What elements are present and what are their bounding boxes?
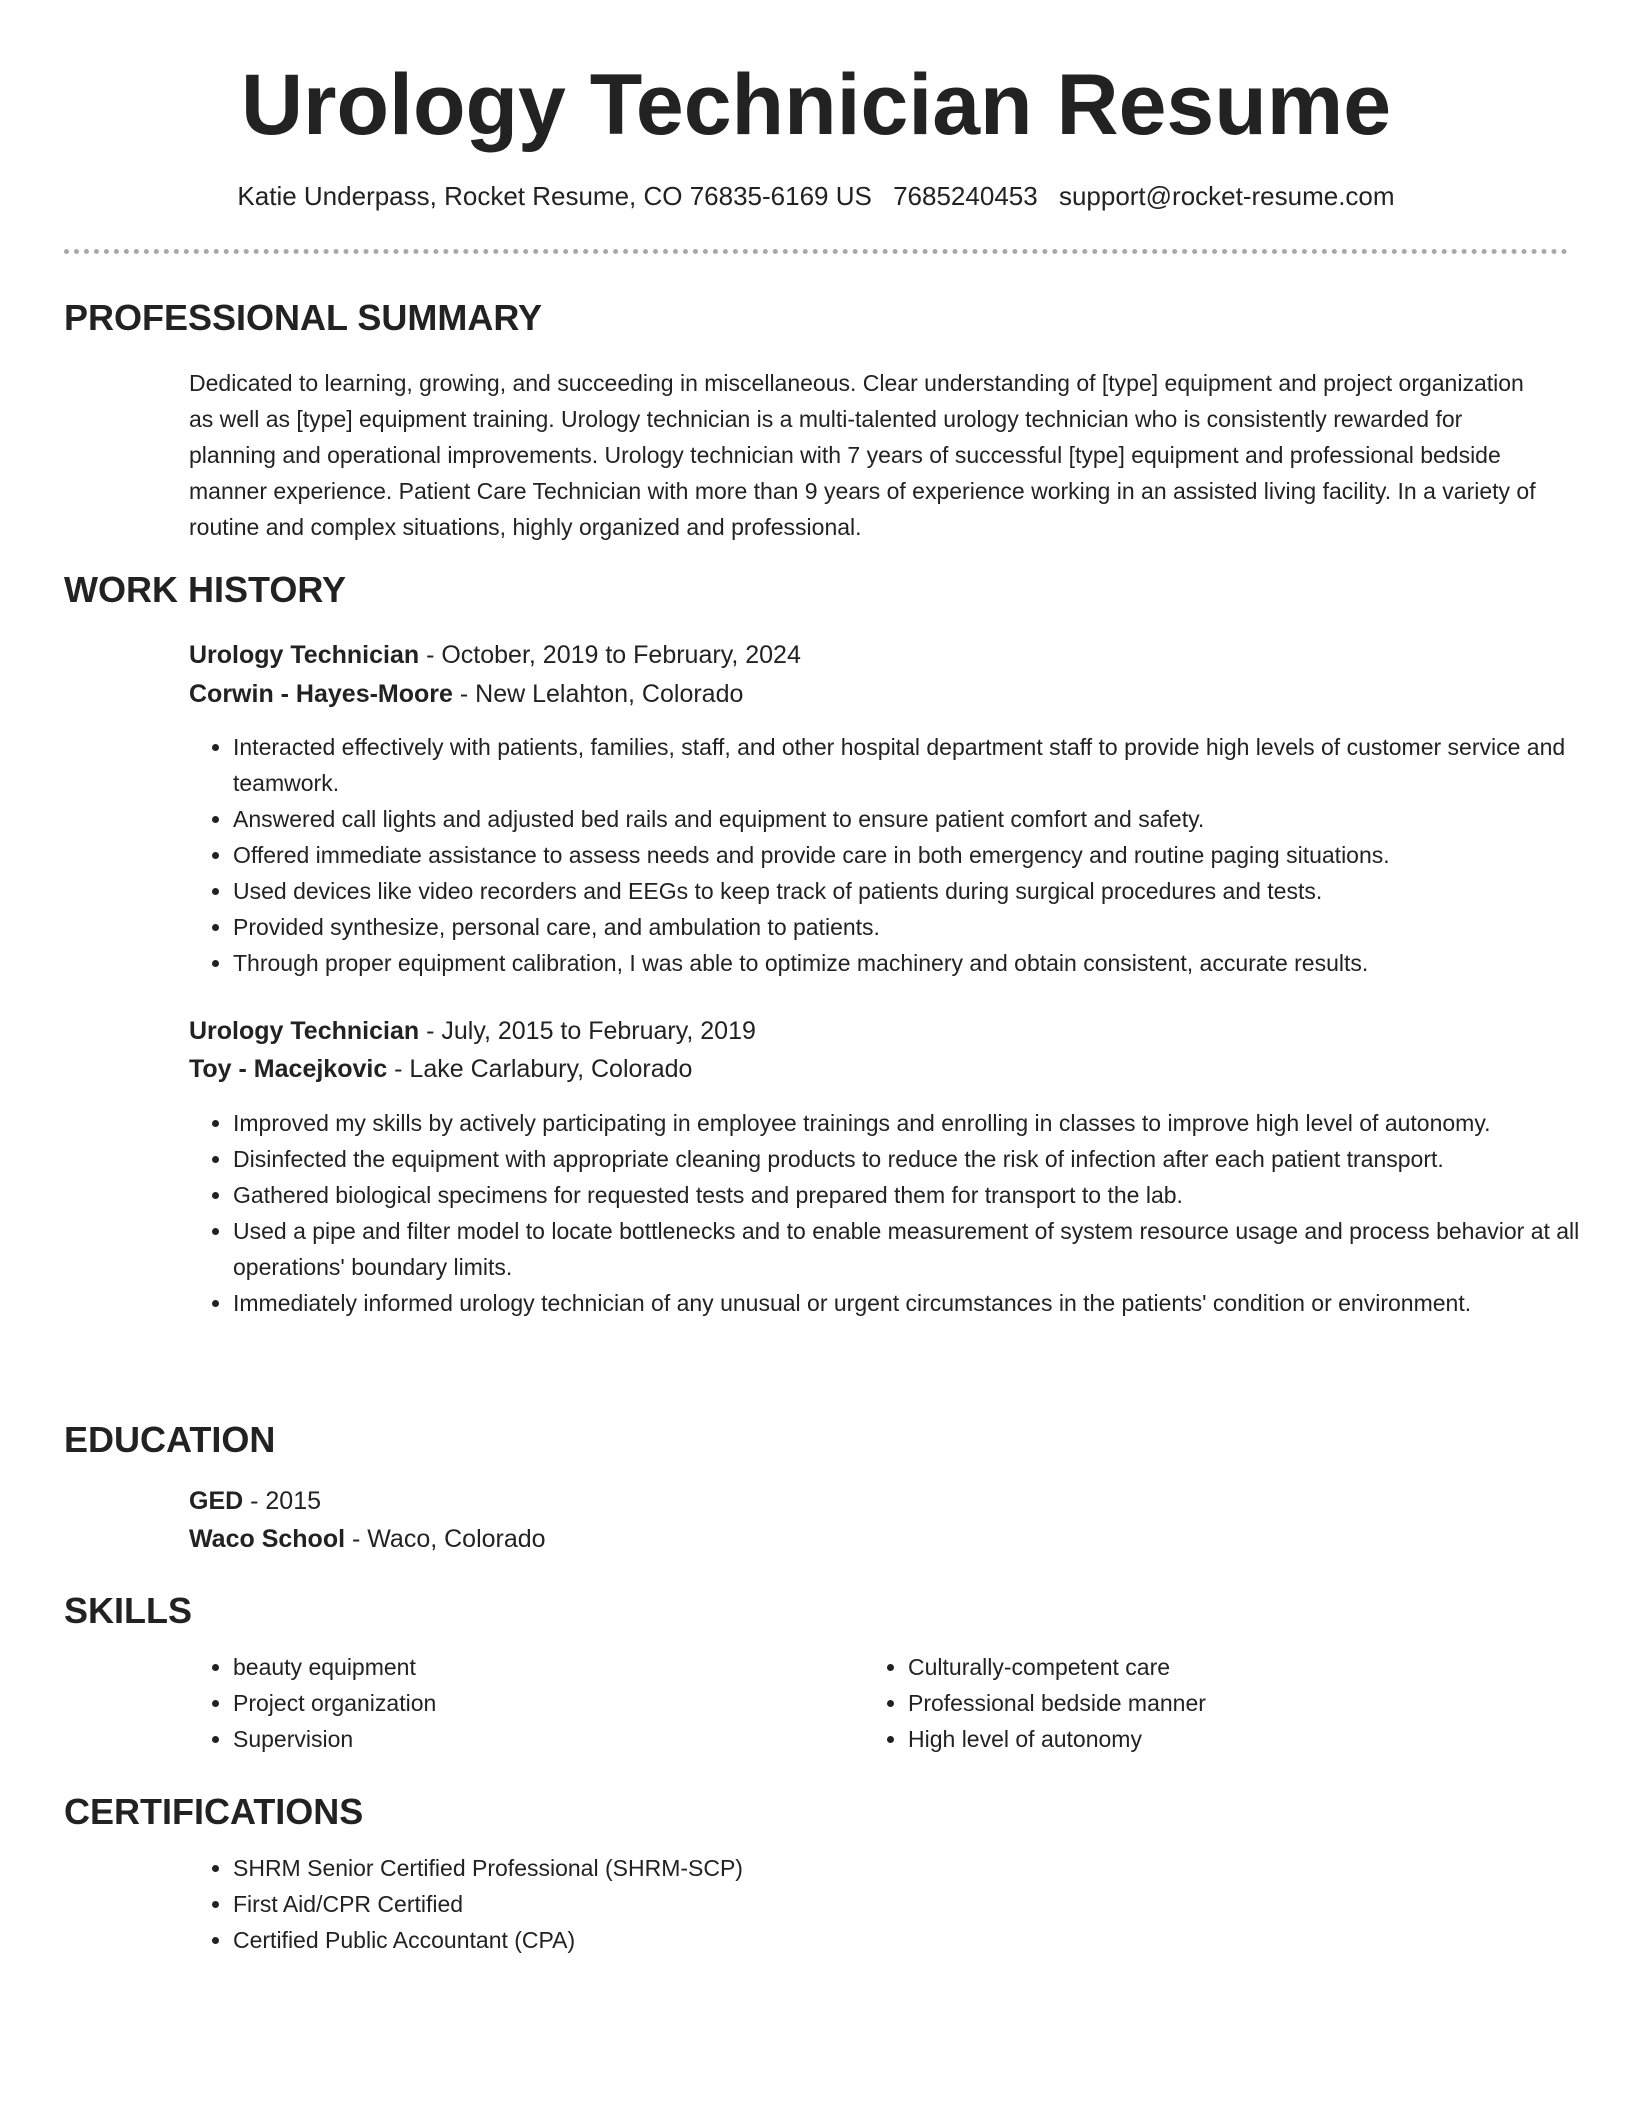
skills-right-column <box>864 1649 1528 1757</box>
list-item: • beauty equipment <box>233 1649 853 1685</box>
education-degree-line <box>189 1483 321 1519</box>
job-1-dates: - October, 2019 to February, 2024 <box>419 641 801 669</box>
education-school: Waco School <box>189 1525 346 1553</box>
list-item: • Supervision <box>233 1721 853 1757</box>
job-2-company-line <box>189 1051 692 1087</box>
certifications-list <box>189 1850 1133 1958</box>
job-2-bullets <box>189 1105 1613 1321</box>
job-2-location: - Lake Carlabury, Colorado <box>387 1055 693 1083</box>
list-item: • Through proper equipment calibration, I was able to optimize machinery and obtain consistent, accurate results. <box>233 945 1613 981</box>
list-item: • Certified Public Accountant (CPA) <box>233 1922 1133 1958</box>
list-item: • Improved my skills by actively participating in employee trainings and enrolling in classes to improve high level of autonomy. <box>233 1105 1613 1141</box>
job-1-company-line <box>189 676 743 712</box>
job-2-company: Toy - Macejkovic <box>189 1055 388 1083</box>
education-year: - 2015 <box>243 1487 322 1515</box>
education-degree: GED <box>189 1487 244 1515</box>
header-divider <box>64 249 1568 254</box>
contact-line <box>0 178 1632 214</box>
list-item: • Offered immediate assistance to assess needs and provide care in both emergency and routine paging situations. <box>233 837 1613 873</box>
skills-left-column <box>189 1649 853 1757</box>
list-item: • Used a pipe and filter model to locate bottlenecks and to enable measurement of system resource usage and process behavior at all operations' boundary limits. <box>233 1213 1613 1285</box>
contact-phone: 7685240453 <box>893 181 1038 211</box>
job-1-company: Corwin - Hayes-Moore <box>189 680 453 708</box>
job-1-bullets <box>189 729 1613 981</box>
list-item: • Answered call lights and adjusted bed rails and equipment to ensure patient comfort and safety. <box>233 801 1613 837</box>
job-2-title-line <box>189 1013 756 1049</box>
list-item: • Disinfected the equipment with appropriate cleaning products to reduce the risk of infection after each patient transport. <box>233 1141 1613 1177</box>
resume-title: Urology Technician Resume <box>240 57 1392 153</box>
list-item: • Professional bedside manner <box>908 1685 1528 1721</box>
list-item: • Gathered biological specimens for requested tests and prepared them for transport to the lab. <box>233 1177 1613 1213</box>
education-heading: EDUCATION <box>64 1419 276 1460</box>
summary-text: Dedicated to learning, growing, and succeeding in miscellaneous. Clear understanding of [type] equipment and project organization as well as [type] equipment training. Urology technician is a multi-talented urology technician who is consistently rewarded for planning and operational improvements. Urology technician with 7 years of successful [type] equipment and professional bedside manner experience. Patient Care Technician with more than 9 years of experience working in an assisted living facility. In a variety of routine and complex situations, highly organized and professional. <box>189 370 1536 540</box>
list-item: • Provided synthesize, personal care, and ambulation to patients. <box>233 909 1613 945</box>
job-2-title: Urology Technician <box>189 1017 420 1045</box>
job-2-dates: - July, 2015 to February, 2019 <box>419 1017 756 1045</box>
list-item: • SHRM Senior Certified Professional (SHRM-SCP) <box>233 1850 1133 1886</box>
education-location: - Waco, Colorado <box>345 1525 546 1553</box>
job-1-title: Urology Technician <box>189 641 420 669</box>
list-item: • Used devices like video recorders and EEGs to keep track of patients during surgical procedures and tests. <box>233 873 1613 909</box>
skills-heading: SKILLS <box>64 1590 193 1631</box>
contact-address: Katie Underpass, Rocket Resume, CO 76835-6169 US <box>237 181 872 211</box>
list-item: • Immediately informed urology technician of any unusual or urgent circumstances in the patients' condition or environment. <box>233 1285 1613 1321</box>
summary-heading: PROFESSIONAL SUMMARY <box>64 297 543 338</box>
education-school-line <box>189 1521 546 1557</box>
work-history-heading: WORK HISTORY <box>64 569 347 610</box>
list-item: • High level of autonomy <box>908 1721 1528 1757</box>
list-item: • First Aid/CPR Certified <box>233 1886 1133 1922</box>
certifications-heading: CERTIFICATIONS <box>64 1791 364 1832</box>
contact-email: support@rocket-resume.com <box>1058 181 1395 211</box>
list-item: • Culturally-competent care <box>908 1649 1528 1685</box>
job-1-title-line <box>189 637 801 673</box>
job-1-location: - New Lelahton, Colorado <box>452 680 744 708</box>
list-item: • Interacted effectively with patients, families, staff, and other hospital department staff to provide high levels of customer service and teamwork. <box>233 729 1613 801</box>
list-item: • Project organization <box>233 1685 853 1721</box>
